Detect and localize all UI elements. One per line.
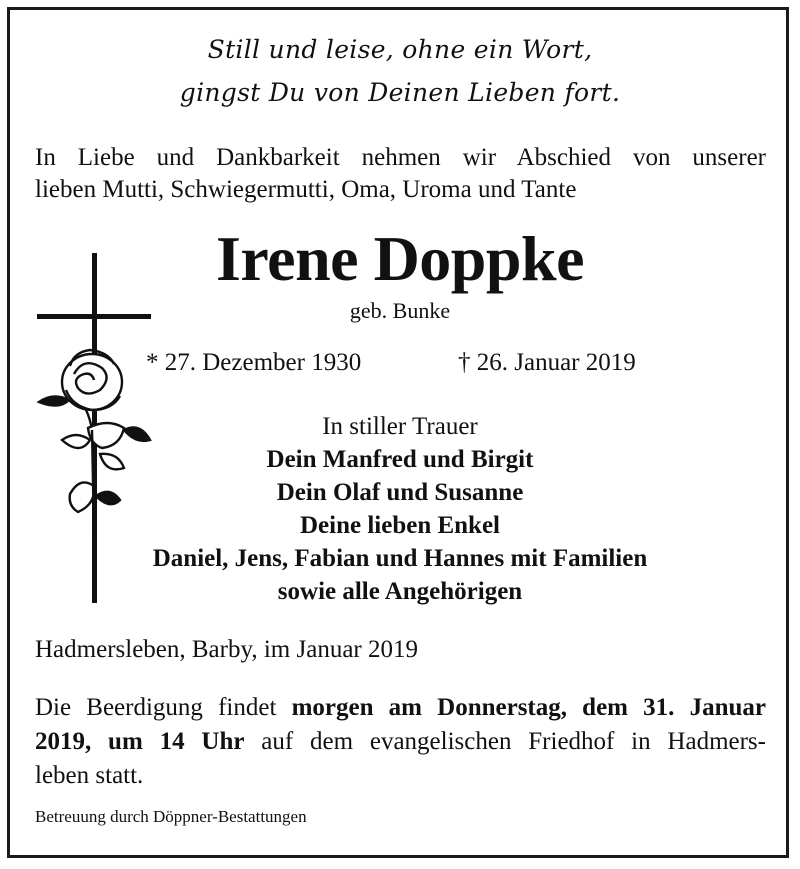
motto-line-2: gingst Du von Deinen Lieben fort. bbox=[179, 78, 621, 107]
death-date: † 26. Januar 2019 bbox=[458, 349, 636, 376]
maiden-name: geb. Bunke bbox=[349, 298, 451, 323]
funeral-text: auf dem evangelischen Friedhof in Hadmers- bbox=[244, 728, 766, 755]
cross-bar bbox=[37, 314, 151, 319]
motto-line-1: Still und leise, ohne ein Wort, bbox=[207, 35, 593, 64]
intro-line-1: In Liebe und Dankbarkeit nehmen wir Abschied von unserer bbox=[35, 144, 766, 171]
birth-date: * 27. Dezember 1930 bbox=[146, 349, 362, 376]
mourner-line: Daniel, Jens, Fabian und Hannes mit Familien bbox=[152, 545, 648, 572]
mourners-heading: In stiller Trauer bbox=[322, 413, 478, 440]
deceased-name: Irene Doppke bbox=[216, 223, 584, 294]
funeral-date-bold: morgen am Donnerstag, dem 31. Januar bbox=[291, 694, 766, 721]
funeral-line-3: leben statt. bbox=[35, 762, 144, 789]
mourner-line: Dein Manfred und Birgit bbox=[266, 446, 534, 473]
funeral-text: Die Beerdigung findet bbox=[35, 694, 292, 721]
place-date: Hadmersleben, Barby, im Januar 2019 bbox=[35, 636, 418, 663]
funeral-time-bold: 2019, um 14 Uhr bbox=[35, 728, 245, 755]
footer-undertaker: Betreuung durch Döppner-Bestattungen bbox=[35, 807, 307, 826]
mourner-line: Dein Olaf und Susanne bbox=[276, 479, 524, 506]
mourner-line: Deine lieben Enkel bbox=[299, 512, 500, 539]
intro-line-2: lieben Mutti, Schwiegermutti, Oma, Uroma und Tante bbox=[35, 176, 577, 203]
mourner-line: sowie alle Angehörigen bbox=[277, 578, 523, 605]
funeral-line-1 bbox=[35, 691, 766, 725]
funeral-line-2 bbox=[35, 725, 766, 759]
